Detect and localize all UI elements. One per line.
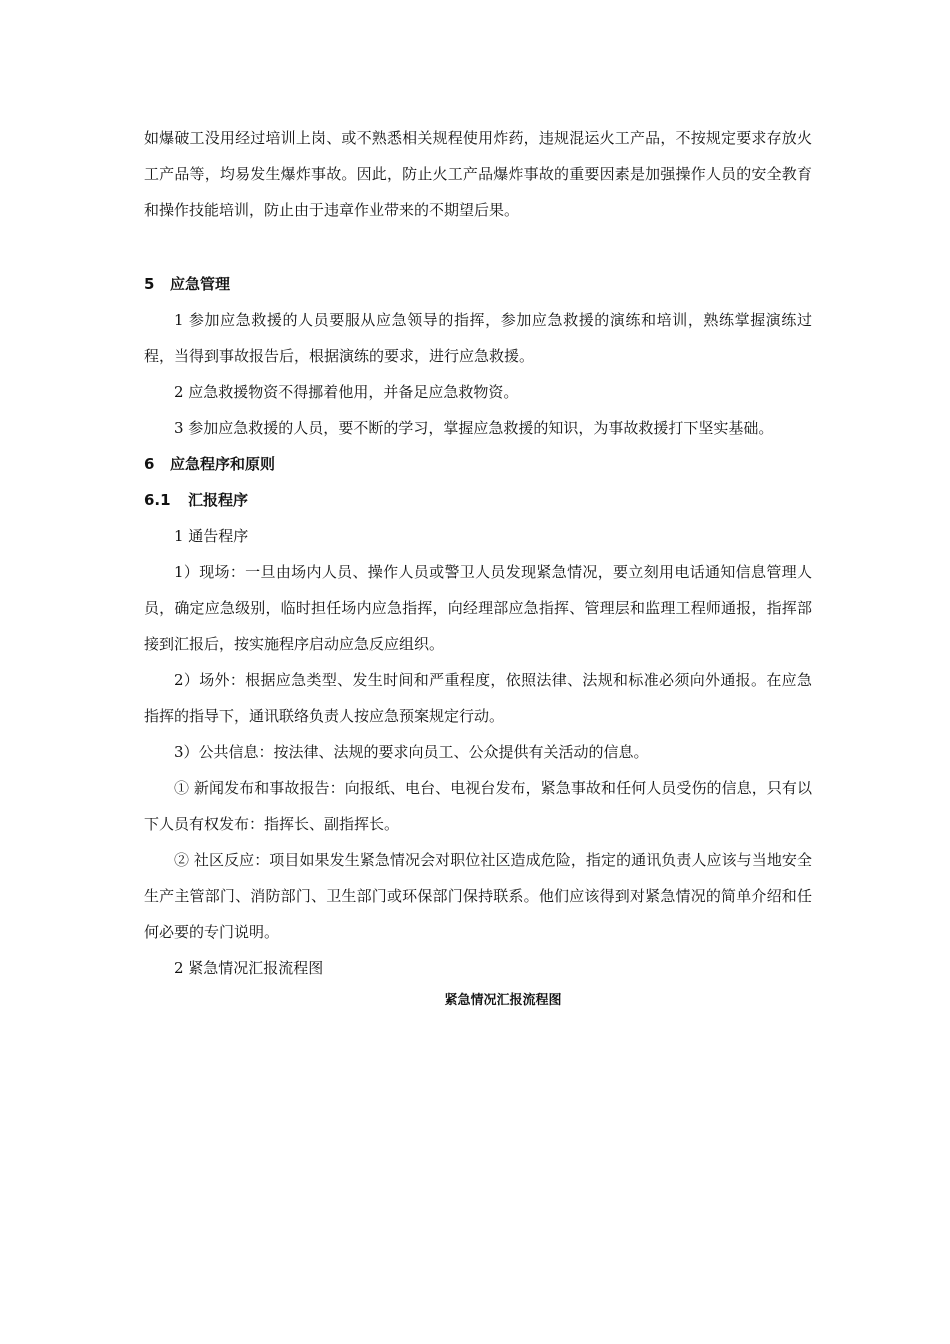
community-response-paragraph: ② 社区反应：项目如果发生紧急情况会对职位社区造成危险，指定的通讯负责人应该与当地安全生产主管部门、消防部门、卫生部门或环保部门保持联系。他们应该得到对紧急情况的简单介绍和任何必要的专门说明。 <box>144 851 812 941</box>
offsite-paragraph: 2）场外：根据应急类型、发生时间和严重程度，依照法律、法规和标准必须向外通报。在应急指挥的指导下，通讯联络负责人按应急预案规定行动。 <box>144 671 812 725</box>
section-6-1-heading <box>144 482 812 518</box>
section-6-number: 6 <box>144 455 155 473</box>
onsite-paragraph: 1）现场：一旦由场内人员、操作人员或警卫人员发现紧急情况，要立刻用电话通知信息管理人员，确定应急级别，临时担任场内应急指挥，向经理部应急指挥、管理层和监理工程师通报，指挥部接到汇报后，按实施程序启动应急反应组织。 <box>144 563 812 653</box>
section-6-heading <box>144 446 812 482</box>
flowchart-label: 2 紧急情况汇报流程图 <box>174 959 324 977</box>
spacer <box>144 228 812 266</box>
intro-paragraph: 如爆破工没用经过培训上岗、或不熟悉相关规程使用炸药，违规混运火工产品，不按规定要求存放火工产品等，均易发生爆炸事故。因此，防止火工产品爆炸事故的重要因素是加强操作人员的安全教育和操作技能培训，防止由于违章作业带来的不期望后果。 <box>144 129 812 219</box>
notice-procedure-label: 1 通告程序 <box>174 527 249 545</box>
section-5-heading <box>144 266 812 302</box>
section-6-title: 应急程序和原则 <box>170 455 276 473</box>
document-page <box>144 120 812 1016</box>
press-release-paragraph: ① 新闻发布和事故报告：向报纸、电台、电视台发布，紧急事故和任何人员受伤的信息，只有以下人员有权发布：指挥长、副指挥长。 <box>144 779 812 833</box>
section-5-item-1: 1 参加应急救援的人员要服从应急领导的指挥，参加应急救援的演练和培训，熟练掌握演练过程，当得到事故报告后，根据演练的要求，进行应急救援。 <box>144 311 812 365</box>
section-6-1-number: 6.1 <box>144 491 171 509</box>
section-5-title: 应急管理 <box>170 275 231 293</box>
section-5-number: 5 <box>144 275 155 293</box>
public-info-paragraph: 3）公共信息：按法律、法规的要求向员工、公众提供有关活动的信息。 <box>174 743 649 761</box>
figure-caption: 紧急情况汇报流程图 <box>444 993 562 1008</box>
section-6-1-title: 汇报程序 <box>188 491 249 509</box>
section-5-item-3: 3 参加应急救援的人员，要不断的学习，掌握应急救援的知识，为事故救援打下坚实基础。 <box>174 419 774 437</box>
section-5-item-2: 2 应急救援物资不得挪着他用，并备足应急救物资。 <box>174 383 519 401</box>
